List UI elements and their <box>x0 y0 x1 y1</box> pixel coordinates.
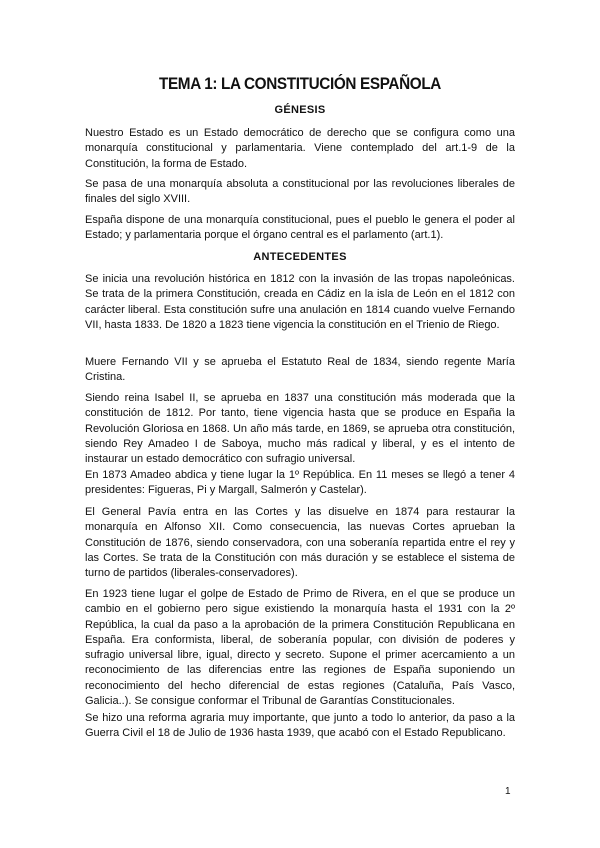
paragraph: Siendo reina Isabel II, se aprueba en 1837 una constitución más moderada que la constitución de 1812. Por tanto, tiene vigencia hasta que se produce en España la Revolución Gloriosa en 1868. Un año más tarde, en 1869, se aprueba otra constitución, siendo Rey Amadeo I de Saboya, mucho más radical y liberal, y es el intento de instaurar un estado democrático con sufragio universal. <box>85 392 515 466</box>
paragraph: En 1873 Amadeo abdica y tiene lugar la 1º República. En 11 meses se llegó a tener 4 presidentes: Figueras, Pi y Margall, Salmerón y Castelar). <box>85 469 515 497</box>
paragraph: Se inicia una revolución histórica en 1812 con la invasión de las tropas napoleónicas. Se trata de la primera Constitución, creada en Cádiz en la isla de León en el 1812 con carácter liberal. Esta constitución sufre una anulación en 1814 cuando vuelve Fernando VII, hasta 1833. De 1820 a 1823 tiene vigencia la constitución en el Trienio de Riego. <box>85 273 515 331</box>
page-number: 1 <box>505 786 511 797</box>
section-heading-antecedentes: ANTECEDENTES <box>253 251 347 263</box>
paragraph: Se pasa de una monarquía absoluta a constitucional por las revoluciones liberales de finales del siglo XVIII. <box>85 178 515 206</box>
section-heading-genesis: GÉNESIS <box>274 104 326 116</box>
paragraph: El General Pavía entra en las Cortes y las disuelve en 1874 para restaurar la monarquía en Alfonso XII. Como consecuencia, las nuevas Cortes aprueban la Constitución de 1876, siendo conservadora, con una soberanía repartida entre el rey y las Cortes. Se trata de la Constitución con más duración y se establece el sistema de turno de partidos (liberales-conservadores). <box>85 506 515 580</box>
document-title: TEMA 1: LA CONSTITUCIÓN ESPAÑOLA <box>158 74 442 93</box>
paragraph: Se hizo una reforma agraria muy importante, que junto a todo lo anterior, da paso a la Guerra Civil el 18 de Julio de 1936 hasta 1939, que acabó con el Estado Republicano. <box>85 712 515 740</box>
paragraph: En 1923 tiene lugar el golpe de Estado de Primo de Rivera, en el que se produce un cambio en el gobierno pero sigue existiendo la monarquía hasta el 1931 con la 2º República, la cual da paso a la aprobación de la primera Constitución Republicana en España. Era conformista, liberal, de soberanía popular, con división de poderes y sufragio universal libre, igual, directo y secreto. Supone el primer acercamiento a un reconocimiento de las diferencias entre las regiones de España suponiendo un reconocimiento del hecho diferencial de estas regiones (Cataluña, País Vasco, Galicia..). Se consigue conformar el Tribunal de Garantías Constitucionales. <box>85 588 515 708</box>
paragraph: Muere Fernando VII y se aprueba el Estatuto Real de 1834, siendo regente María Cristina. <box>85 356 515 384</box>
paragraph: Nuestro Estado es un Estado democrático de derecho que se configura como una monarquía constitucional y parlamentaria. Viene contemplado del art.1-9 de la Constitución, la forma de Estado. <box>85 127 515 170</box>
paragraph: España dispone de una monarquía constitucional, pues el pueblo le genera el poder al Estado; y parlamentaria porque el órgano central es el parlamento (art.1). <box>85 214 515 242</box>
